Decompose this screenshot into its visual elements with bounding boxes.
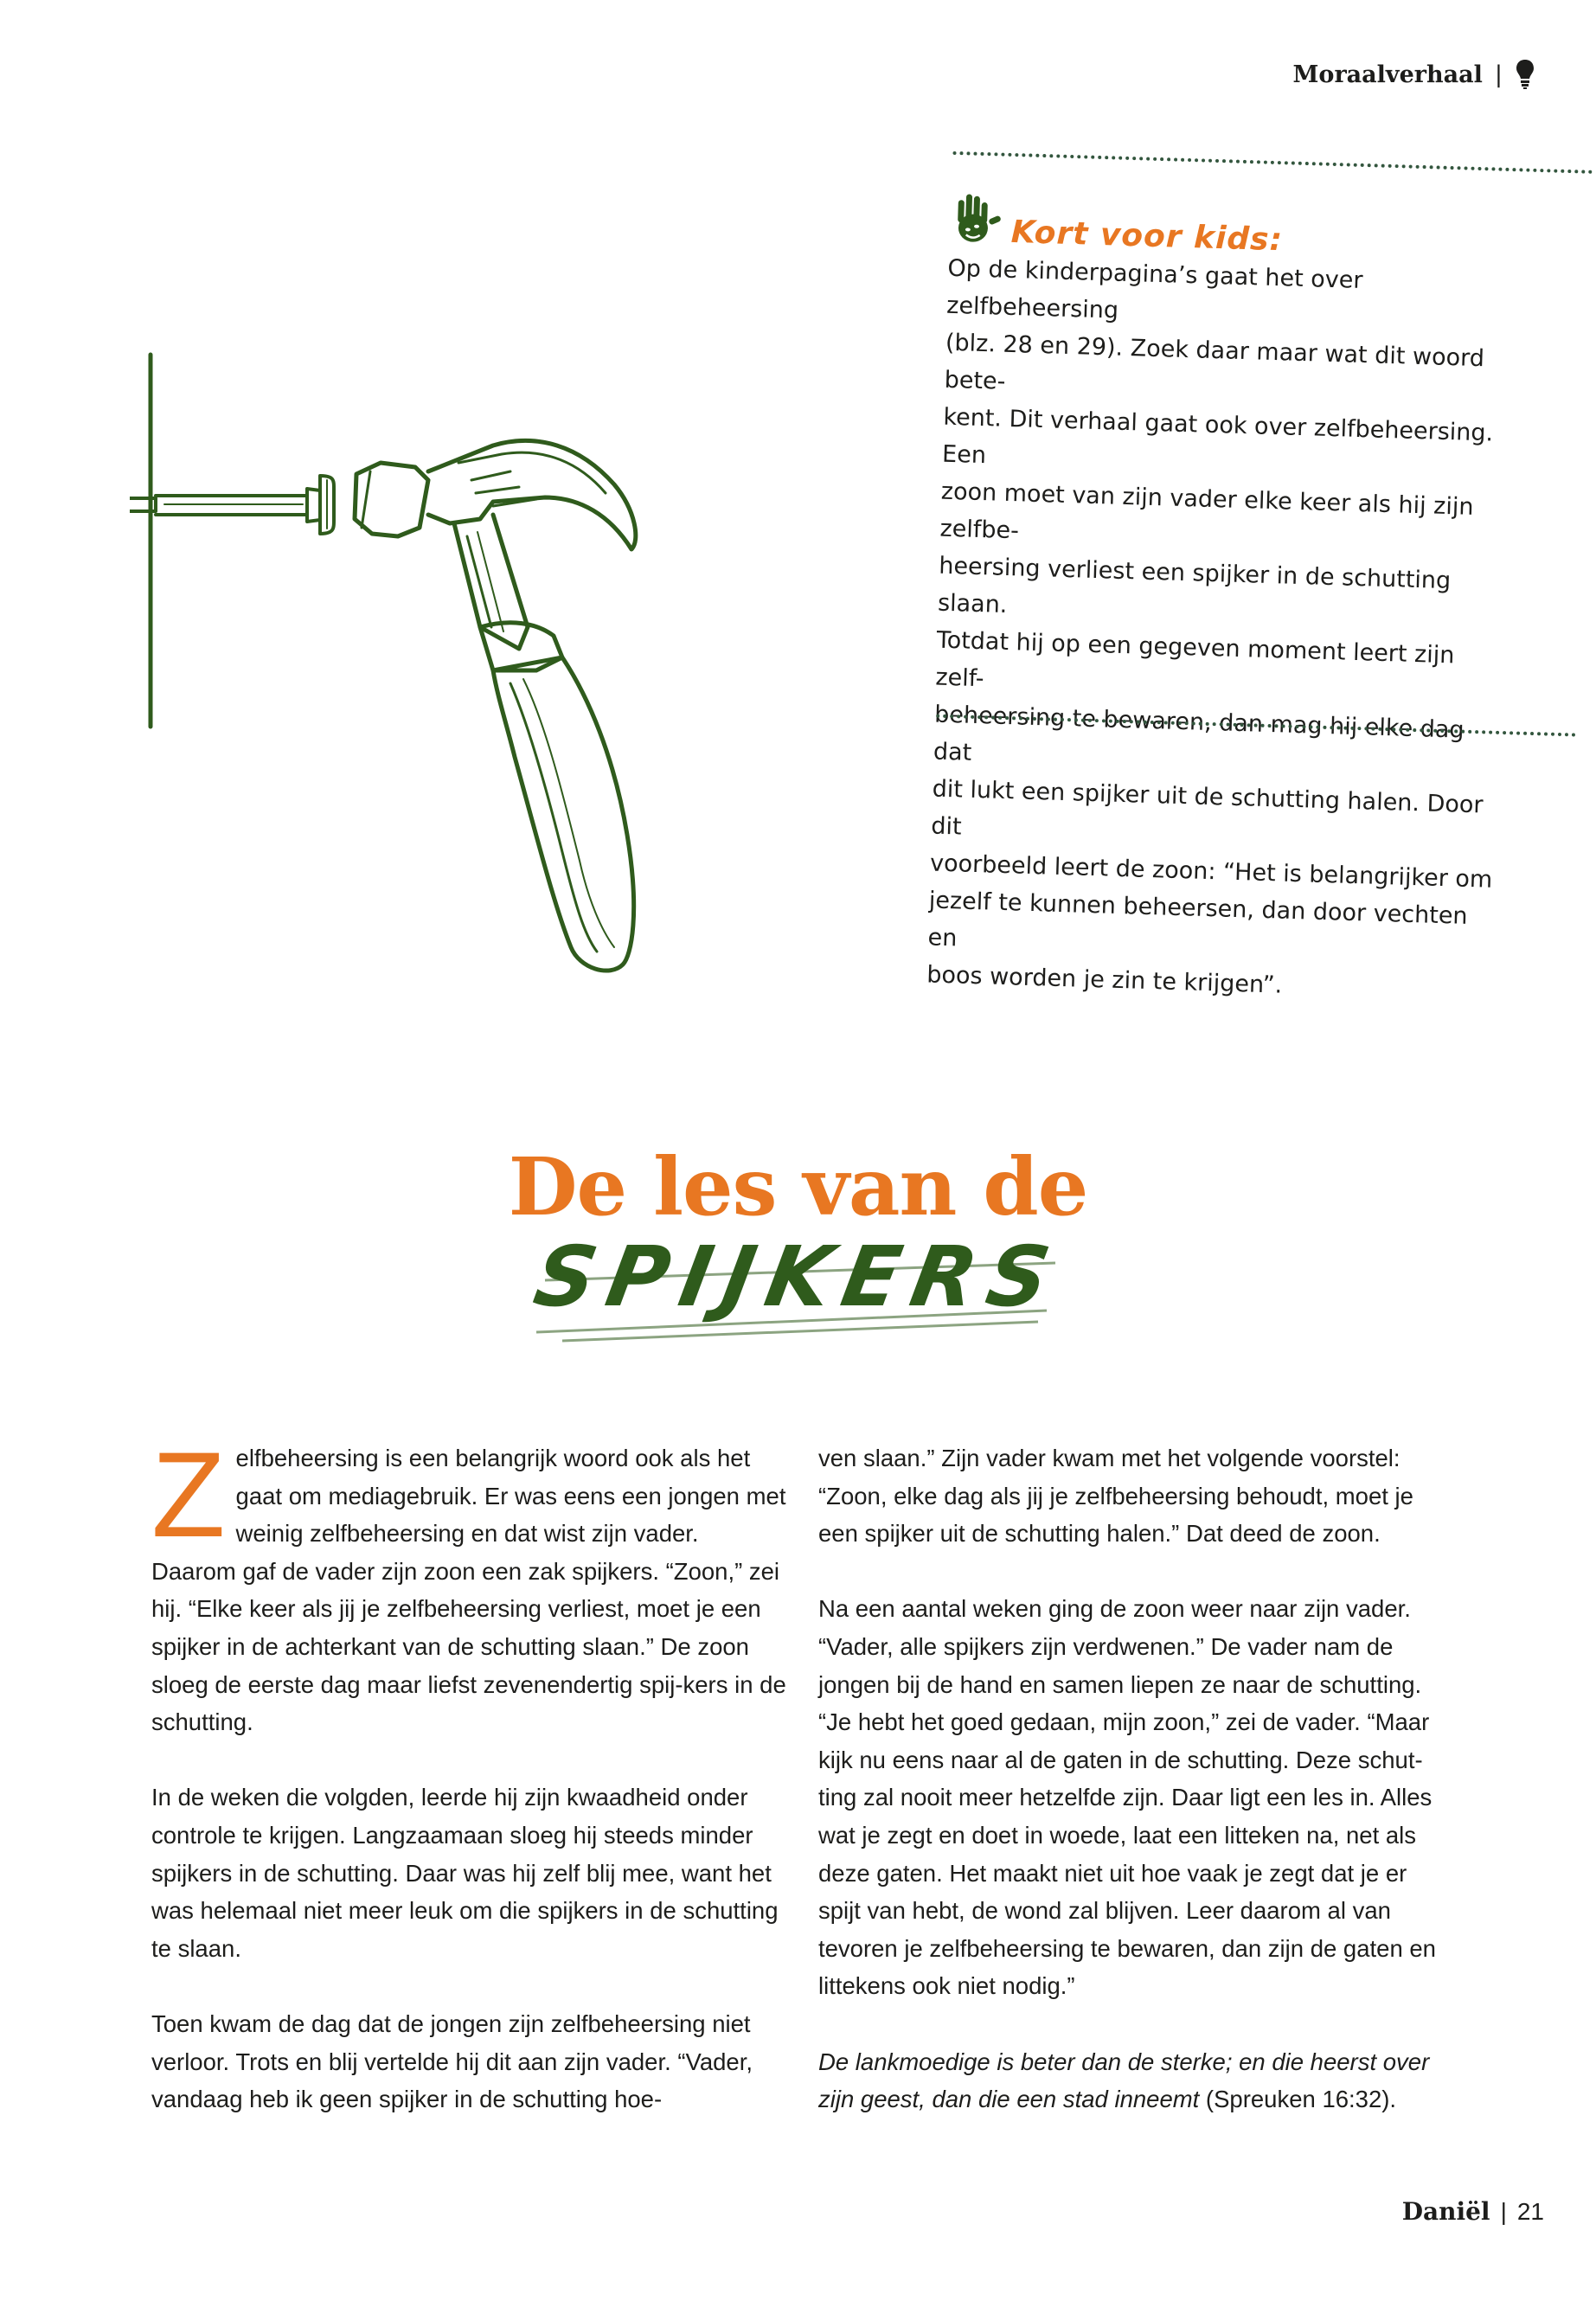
footer-separator: | bbox=[1500, 2197, 1507, 2225]
quote-text: De lankmoedige is beter dan de sterke; en die heerst over zijn geest, dan die een stad inneemt bbox=[818, 2048, 1430, 2113]
article-title-emphasis: SPIJKERS bbox=[527, 1228, 1069, 1325]
section-label: Moraalverhaal bbox=[1292, 61, 1483, 88]
hammer-head bbox=[355, 440, 636, 549]
article-title: De les van de bbox=[508, 1140, 1088, 1234]
kids-box-top-divider bbox=[952, 151, 1593, 174]
kids-box-heading bbox=[946, 191, 1284, 258]
article-paragraph: In de weken die volgden, leerde hij zijn kwaadheid onder controle te krijgen. Langzaamaan sloeg hij steeds minder spijkers in de schutting. Daar was hij zelf blij mee, want het was helemaal niet meer leuk om die spijkers in de schutting te slaan. bbox=[151, 1784, 779, 1962]
header-separator: | bbox=[1494, 61, 1503, 88]
article-paragraph: Na een aantal weken ging de zoon weer naar zijn vader. “Vader, alle spijkers zijn verdwenen.” De vader nam de jongen bij de hand en samen liepen ze naar de schutting. “Je hebt het goed gedaan, mijn zoon,” zei de vader. “Maar kijk nu eens naar al de gaten in de schutting. Deze schut-ting zal nooit meer hetzelfde zijn. Daar ligt een les in. Alles wat je zegt en doet in woede, laat een litteken na, net als deze gaten. Het maakt niet uit hoe vaak je zegt dat je er spijt van hebt, de wond zal blijven. Leer daarom al van tevoren je zelfbeheersing te bewaren, dan zijn de gaten en littekens ook niet nodig.” bbox=[818, 1595, 1436, 2000]
kids-line: (blz. 28 en 29). Zoek daar maar wat dit woord bete- bbox=[944, 329, 1485, 395]
kids-line: Op de kinderpagina’s gaat het over zelfbeheersing bbox=[945, 254, 1363, 324]
kids-line: heersing verliest een spijker in de schutting slaan. bbox=[937, 552, 1452, 619]
kids-line: dit lukt een spijker uit de schutting halen. Door dit bbox=[930, 775, 1484, 841]
kids-line: beheersing te bewaren, dan mag hij elke dag dat bbox=[933, 701, 1465, 766]
page-number: 21 bbox=[1516, 2197, 1544, 2225]
lightbulb-icon bbox=[1515, 59, 1535, 90]
article-paragraph bbox=[151, 1426, 787, 1741]
kids-line: kent. Dit verhaal gaat ook over zelfbeheersing. Een bbox=[941, 403, 1494, 470]
hammer-and-nail-illustration bbox=[130, 350, 787, 1060]
kids-box-text bbox=[926, 250, 1519, 1010]
handprint-icon bbox=[946, 191, 1002, 250]
paragraph-text: elfbeheersing is een belangrijk woord ook als het gaat om mediagebruik. Er was eens een jongen met weinig zelfbeheersing en dat wist zijn vader. Daarom gaf de vader zijn zoon een zak spijkers. “Zoon,” zei hij. “Elke keer als jij je zelfbeheersing verliest, moet je een spijker in de achterkant van de schutting slaan.” De zoon sloeg de eerste dag maar liefst zevenendertig spij-kers in de schutting. bbox=[151, 1445, 786, 1736]
article-column-right bbox=[818, 1439, 1454, 2156]
kids-line: zoon moet van zijn vader elke keer als hij zijn zelfbe- bbox=[939, 478, 1474, 545]
page-footer bbox=[1402, 2197, 1544, 2226]
article-paragraph: ven slaan.” Zijn vader kwam met het volgende voorstel: “Zoon, elke dag als jij je zelfbeheersing behoudt, moet je een spijker uit de schutting halen.” Dat deed de zoon. bbox=[818, 1445, 1413, 1548]
article-paragraph: Toen kwam de dag dat de jongen zijn zelfbeheersing niet verloor. Trots en blij vertelde hij dit aan zijn vader. “Vader, vandaag heb ik geen spijker in de schutting hoe- bbox=[151, 2009, 753, 2113]
bible-quote bbox=[818, 2043, 1454, 2118]
drop-cap: Z bbox=[151, 1426, 226, 1562]
magazine-name: Daniël bbox=[1401, 2197, 1490, 2226]
kids-box-title: Kort voor kids: bbox=[1010, 214, 1284, 259]
kids-line: voorbeeld leert de zoon: “Het is belangrijker om bbox=[929, 849, 1493, 894]
article-column-left bbox=[151, 1426, 787, 2156]
kids-line: boos worden je zin te krijgen”. bbox=[926, 961, 1283, 999]
kids-box bbox=[910, 138, 1596, 999]
kids-line: jezelf te kunnen beheersen, dan door vechten en bbox=[927, 887, 1469, 952]
page-header bbox=[1293, 59, 1535, 90]
kids-line: Totdat hij op een gegeven moment leert zijn zelf- bbox=[935, 626, 1455, 693]
hammer-handle bbox=[454, 515, 634, 971]
nail bbox=[130, 476, 334, 534]
quote-reference: (Spreuken 16:32). bbox=[1199, 2086, 1397, 2113]
